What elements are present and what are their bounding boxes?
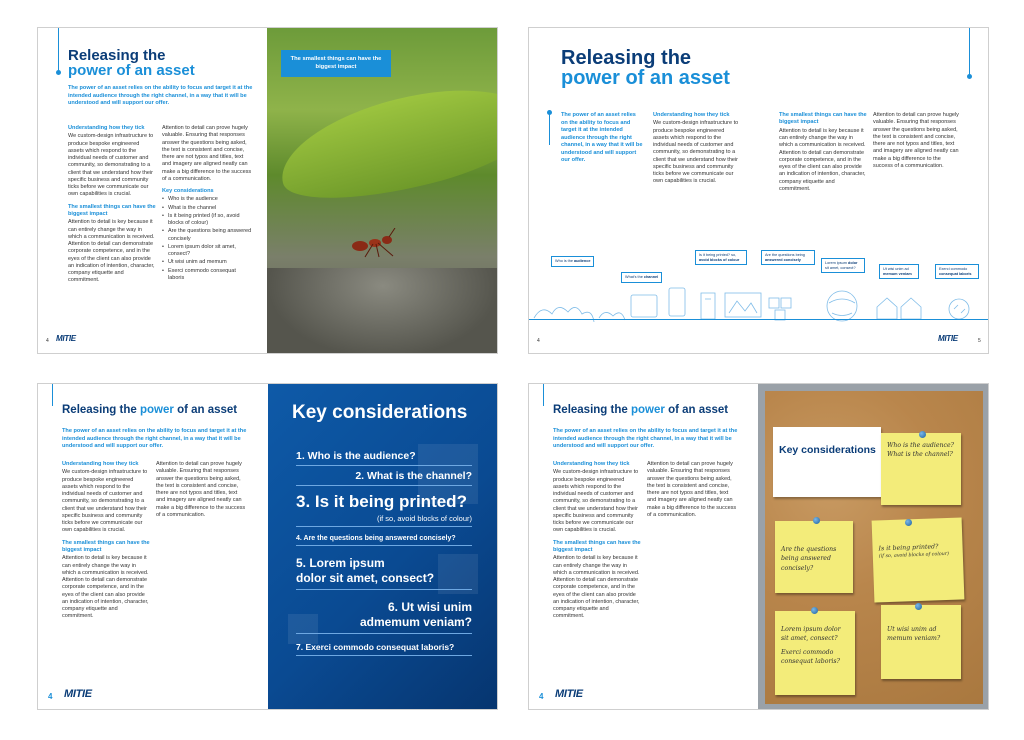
spread-illustration-layout bbox=[528, 27, 989, 354]
page-number: 4 bbox=[48, 692, 53, 701]
photo-caption: The smallest things can have the biggest impact bbox=[281, 50, 391, 77]
callout-exerci: Exerci commodo consequat laboris bbox=[935, 264, 979, 279]
body-column-1 bbox=[62, 461, 150, 626]
callout-lorem: Lorem ipsum dolor sit amet, consect? bbox=[821, 258, 865, 273]
list-item: • Are the questions being answered concisely bbox=[162, 228, 252, 243]
consideration-5: 5. Lorem ipsum dolor sit amet, consect? bbox=[296, 556, 472, 586]
section-heading: Understanding how they tick bbox=[653, 112, 730, 118]
section-heading: Understanding how they tick bbox=[62, 461, 139, 467]
ground-shape bbox=[267, 268, 498, 354]
body-paragraph: Attention to detail can prove hugely valuable. Ensuring that responses answer the questions being asked, the text is consistent and concise, there are not typos and titles, text and imagery are aligned neatly can make a big difference to the success of a communication. bbox=[162, 125, 252, 182]
intro-text: The power of an asset relies on the ability to focus and target it at the intended audience through the right channel, in a way that it will be understood and will support our offer. bbox=[62, 428, 247, 450]
sticky-note-3: Is it being printed? (if so, avoid blocks of colour) bbox=[872, 517, 965, 602]
pin-icon bbox=[813, 517, 820, 524]
body-paragraph: Attention to detail is key because it can entirely change the way in which a communication is received. Attention to detail can demonstrate corporate competence, and in the eyes of the client can also provide an indication of intention, character, company etiquette and commitment. bbox=[779, 127, 866, 192]
section-heading: Key considerations bbox=[162, 188, 214, 194]
list-item: • What is the channel bbox=[162, 205, 252, 212]
consideration-4: 4. Are the questions being answered concisely? bbox=[296, 535, 472, 542]
pin-icon bbox=[905, 519, 912, 526]
title-paper bbox=[773, 427, 881, 497]
mitie-logo: MITIE bbox=[938, 334, 958, 343]
accent-line bbox=[58, 28, 59, 72]
callout-channel: What's the channel bbox=[621, 272, 662, 283]
page-number: 4 bbox=[46, 338, 49, 344]
section-heading: The smallest things can have the biggest impact bbox=[779, 112, 867, 126]
list-item: • Ut wisi unim ad memum bbox=[162, 259, 252, 266]
body-paragraph: Attention to detail is key because it can entirely change the way in which a communication is received. Attention to detail can demonstrate corporate competence, and in the eyes of the client can also provide an indication of intention, character, company etiquette and commitment. bbox=[62, 555, 149, 620]
body-column-2 bbox=[779, 112, 867, 198]
callout-ut-wisi: Ut wisi unim ad memum veniam bbox=[879, 264, 919, 279]
ant-leaf-photo bbox=[267, 28, 498, 354]
cork-surface bbox=[765, 391, 983, 704]
pin-icon bbox=[919, 431, 926, 438]
illustration-baseline bbox=[529, 319, 989, 320]
page-title: Releasing the power of an asset bbox=[68, 47, 195, 79]
body-column-2 bbox=[162, 125, 252, 283]
list-item: • Exerci commodo consequat laboris bbox=[162, 268, 252, 283]
intro-text: The power of an asset relies on the ability to focus and target it at the intended audience through the right channel, in a way that it will be understood and will support our offer. bbox=[561, 112, 643, 164]
panel-title: Key considerations bbox=[292, 402, 468, 423]
callout-concisely: Are the questions being answered concisely bbox=[761, 250, 815, 265]
accent-line bbox=[969, 28, 970, 76]
section-heading: Understanding how they tick bbox=[553, 461, 630, 467]
key-considerations-panel bbox=[268, 384, 498, 710]
leaf-shape bbox=[270, 68, 498, 218]
page-number: 4 bbox=[537, 338, 540, 344]
key-list bbox=[162, 196, 252, 282]
list-item: • Who is the audience bbox=[162, 196, 252, 203]
page-title: Releasing the power of an asset bbox=[553, 404, 729, 416]
list-item: • Lorem ipsum dolor sit amet, consect? bbox=[162, 244, 252, 259]
spread-blue-panel-layout bbox=[37, 383, 498, 710]
pin-icon bbox=[811, 607, 818, 614]
sticky-note-1: Who is the audience? What is the channel? bbox=[881, 433, 961, 505]
accent-dot bbox=[967, 74, 972, 79]
mitie-logo: MITIE bbox=[64, 688, 92, 700]
page-number: 5 bbox=[978, 338, 981, 344]
page-title: Releasing the power of an asset bbox=[561, 47, 730, 89]
consideration-3: 3. Is it being printed? bbox=[296, 492, 467, 511]
mitie-logo: MITIE bbox=[56, 334, 76, 343]
section-heading: Understanding how they tick bbox=[68, 125, 145, 131]
spread-corkboard-layout bbox=[528, 383, 989, 710]
body-paragraph: Attention to detail is key because it can entirely change the way in which a communication is received. Attention to detail can demonstrate corporate competence, and in the eyes of the client can also provide an indication of intention, character, company etiquette and commitment. bbox=[68, 219, 155, 284]
intro-text: The power of an asset relies on the ability to focus and target it at the intended audience through the right channel, in a way that it will be understood and will support our offer. bbox=[68, 85, 253, 107]
consideration-1: 1. Who is the audience? bbox=[296, 450, 472, 462]
body-paragraph: Attention to detail can prove hugely valuable. Ensuring that responses answer the questions being asked, the text is consistent and concise, there are not typos and titles, text and imagery are aligned neatly can make a big difference to the success of a communication. bbox=[647, 461, 737, 518]
body-paragraph: We custom-design infrastructure to produce bespoke engineered assets which respond to the individual needs of customer and community, so demonstrating to a client that we understand how their specific business and community ticks before we communicate our own capabilities is crucial. bbox=[553, 469, 639, 534]
corkboard-title: Key considerations bbox=[779, 444, 876, 456]
callout-audience: Who is the audience bbox=[551, 256, 594, 267]
body-paragraph: Attention to detail can prove hugely valuable. Ensuring that responses answer the questions being asked, the text is consistent and concise, there are not typos and titles, text and imagery are aligned neatly can make a big difference to the success of a communication. bbox=[156, 461, 246, 518]
consideration-6: 6. Ut wisi unim admemum veniam? bbox=[296, 600, 472, 630]
page-number: 4 bbox=[539, 692, 544, 701]
consideration-2: 2. What is the channel? bbox=[296, 470, 472, 482]
section-heading: The smallest things can have the biggest impact bbox=[553, 539, 641, 553]
accent-dot bbox=[547, 110, 552, 115]
sticky-note-4: Lorem ipsum dolor sit amet, consect? Exerci commodo consequat laboris? bbox=[775, 611, 855, 695]
body-column-1 bbox=[553, 461, 641, 626]
body-column-1 bbox=[653, 112, 741, 191]
body-column-3 bbox=[873, 112, 961, 175]
consideration-3-sub: (if so, avoid blocks of colour) bbox=[296, 514, 472, 523]
body-paragraph: We custom-design infrastructure to produce bespoke engineered assets which respond to the individual needs of customer and community, so demonstrating to a client that we understand how their specific business and community ticks before we communicate our own capabilities is crucial. bbox=[62, 469, 148, 534]
callout-printed: Is it being printed? so, avoid blocks of colour bbox=[695, 250, 747, 265]
section-heading: The smallest things can have the biggest impact bbox=[62, 539, 150, 553]
body-column-2 bbox=[156, 461, 246, 524]
accent-line bbox=[543, 384, 544, 406]
intro-text: The power of an asset relies on the ability to focus and target it at the intended audience through the right channel, in a way that it will be understood and will support our offer. bbox=[553, 428, 738, 450]
body-column-2 bbox=[647, 461, 737, 524]
ant-icon bbox=[345, 228, 415, 258]
sticky-note-5: Ut wisi unim ad memum veniam? bbox=[881, 605, 961, 679]
consideration-7: 7. Exerci commodo consequat laboris? bbox=[296, 642, 472, 652]
page-title: Releasing the power of an asset bbox=[62, 404, 238, 416]
section-heading: The smallest things can have the biggest impact bbox=[68, 203, 156, 217]
body-paragraph: We custom-design infrastructure to produce bespoke engineered assets which respond to the individual needs of customer and community, so demonstrating to a client that we understand how their specific business and community ticks before we communicate our own capabilities is crucial. bbox=[653, 120, 739, 185]
accent-dot bbox=[56, 70, 61, 75]
sticky-note-2: Are the questions being answered concisely? bbox=[775, 521, 853, 593]
body-paragraph: We custom-design infrastructure to produce bespoke engineered assets which respond to the individual needs of customer and community, so demonstrating to a client that we understand how their specific business and community ticks before we communicate our own capabilities is crucial. bbox=[68, 133, 154, 198]
accent-line bbox=[549, 111, 550, 145]
body-paragraph: Attention to detail can prove hugely valuable. Ensuring that responses answer the questions being asked, the text is consistent and concise, there are not typos and titles, text and imagery are aligned neatly can make a big difference to the success of a communication. bbox=[873, 112, 959, 169]
pin-icon bbox=[915, 603, 922, 610]
list-item: • Is it being printed (if so, avoid blocks of colour) bbox=[162, 213, 252, 228]
corkboard-image bbox=[758, 384, 989, 710]
body-paragraph: Attention to detail is key because it can entirely change the way in which a communication is received. Attention to detail can demonstrate corporate competence, and in the eyes of the client can also provide an indication of intention, character, company etiquette and commitment. bbox=[553, 555, 640, 620]
accent-line bbox=[52, 384, 53, 406]
mitie-logo: MITIE bbox=[555, 688, 583, 700]
spread-photo-layout bbox=[37, 27, 498, 354]
body-column-1 bbox=[68, 125, 156, 290]
